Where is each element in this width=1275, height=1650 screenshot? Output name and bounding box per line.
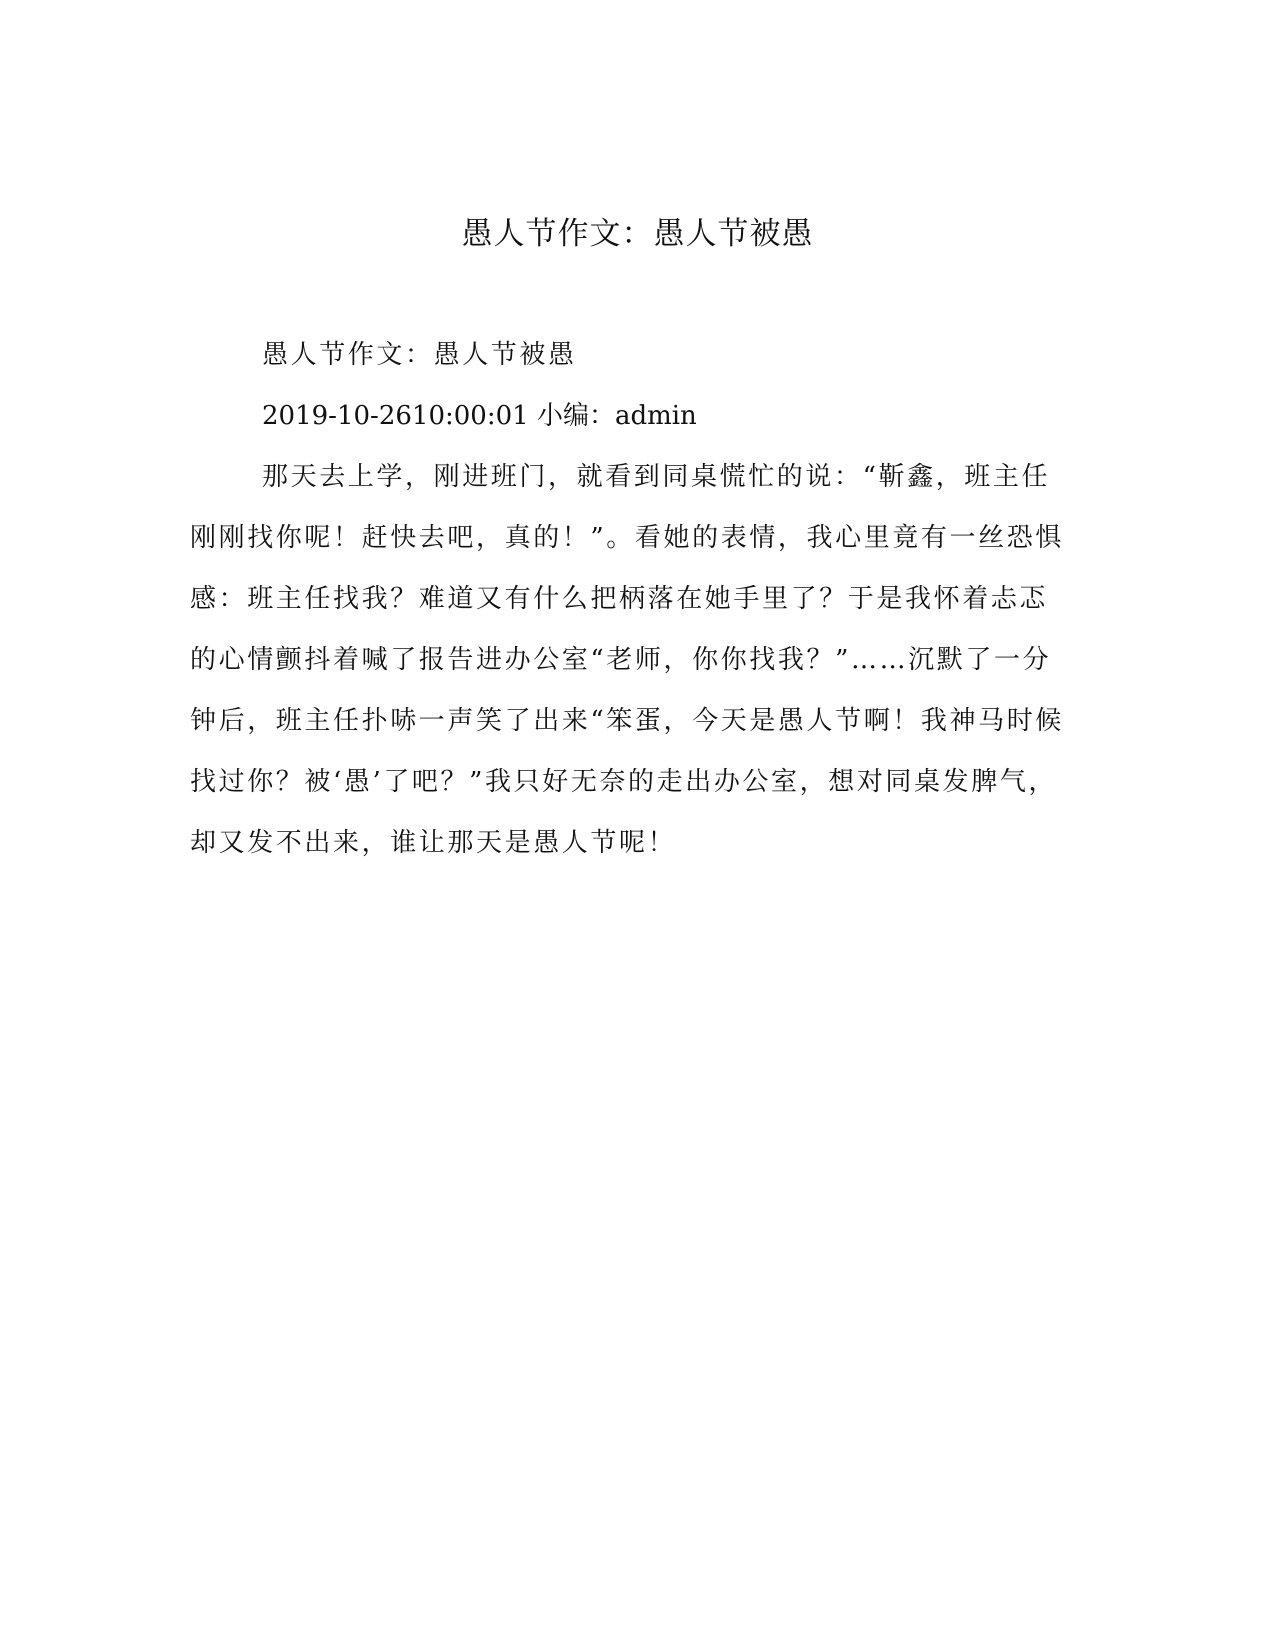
article-subtitle: 愚人节作文：愚人节被愚 [262,340,577,370]
document-body [190,325,1075,874]
article-paragraph: 那天去上学，刚进班门，就看到同桌慌忙的说：“靳鑫，班主任刚刚找你呢！赶快去吧，真的！”。看她的表情，我心里竟有一丝恐惧感：班主任找我？难道又有什么把柄落在她手里了？于是我怀着忐忑的心情颤抖着喊了报告进办公室“老师，你你找我？”……沉默了一分钟后，班主任扑哧一声笑了出来“笨蛋，今天是愚人节啊！我神马时候找过你？被‘愚’了吧？”我只好无奈的走出办公室，想对同桌发脾气，却又发不出来，谁让那天是愚人节呢！ [190,462,1064,858]
article-meta: 2019-10-2610:00:01 小编：admin [262,401,697,431]
document-title: 愚人节作文：愚人节被愚 [461,216,814,252]
